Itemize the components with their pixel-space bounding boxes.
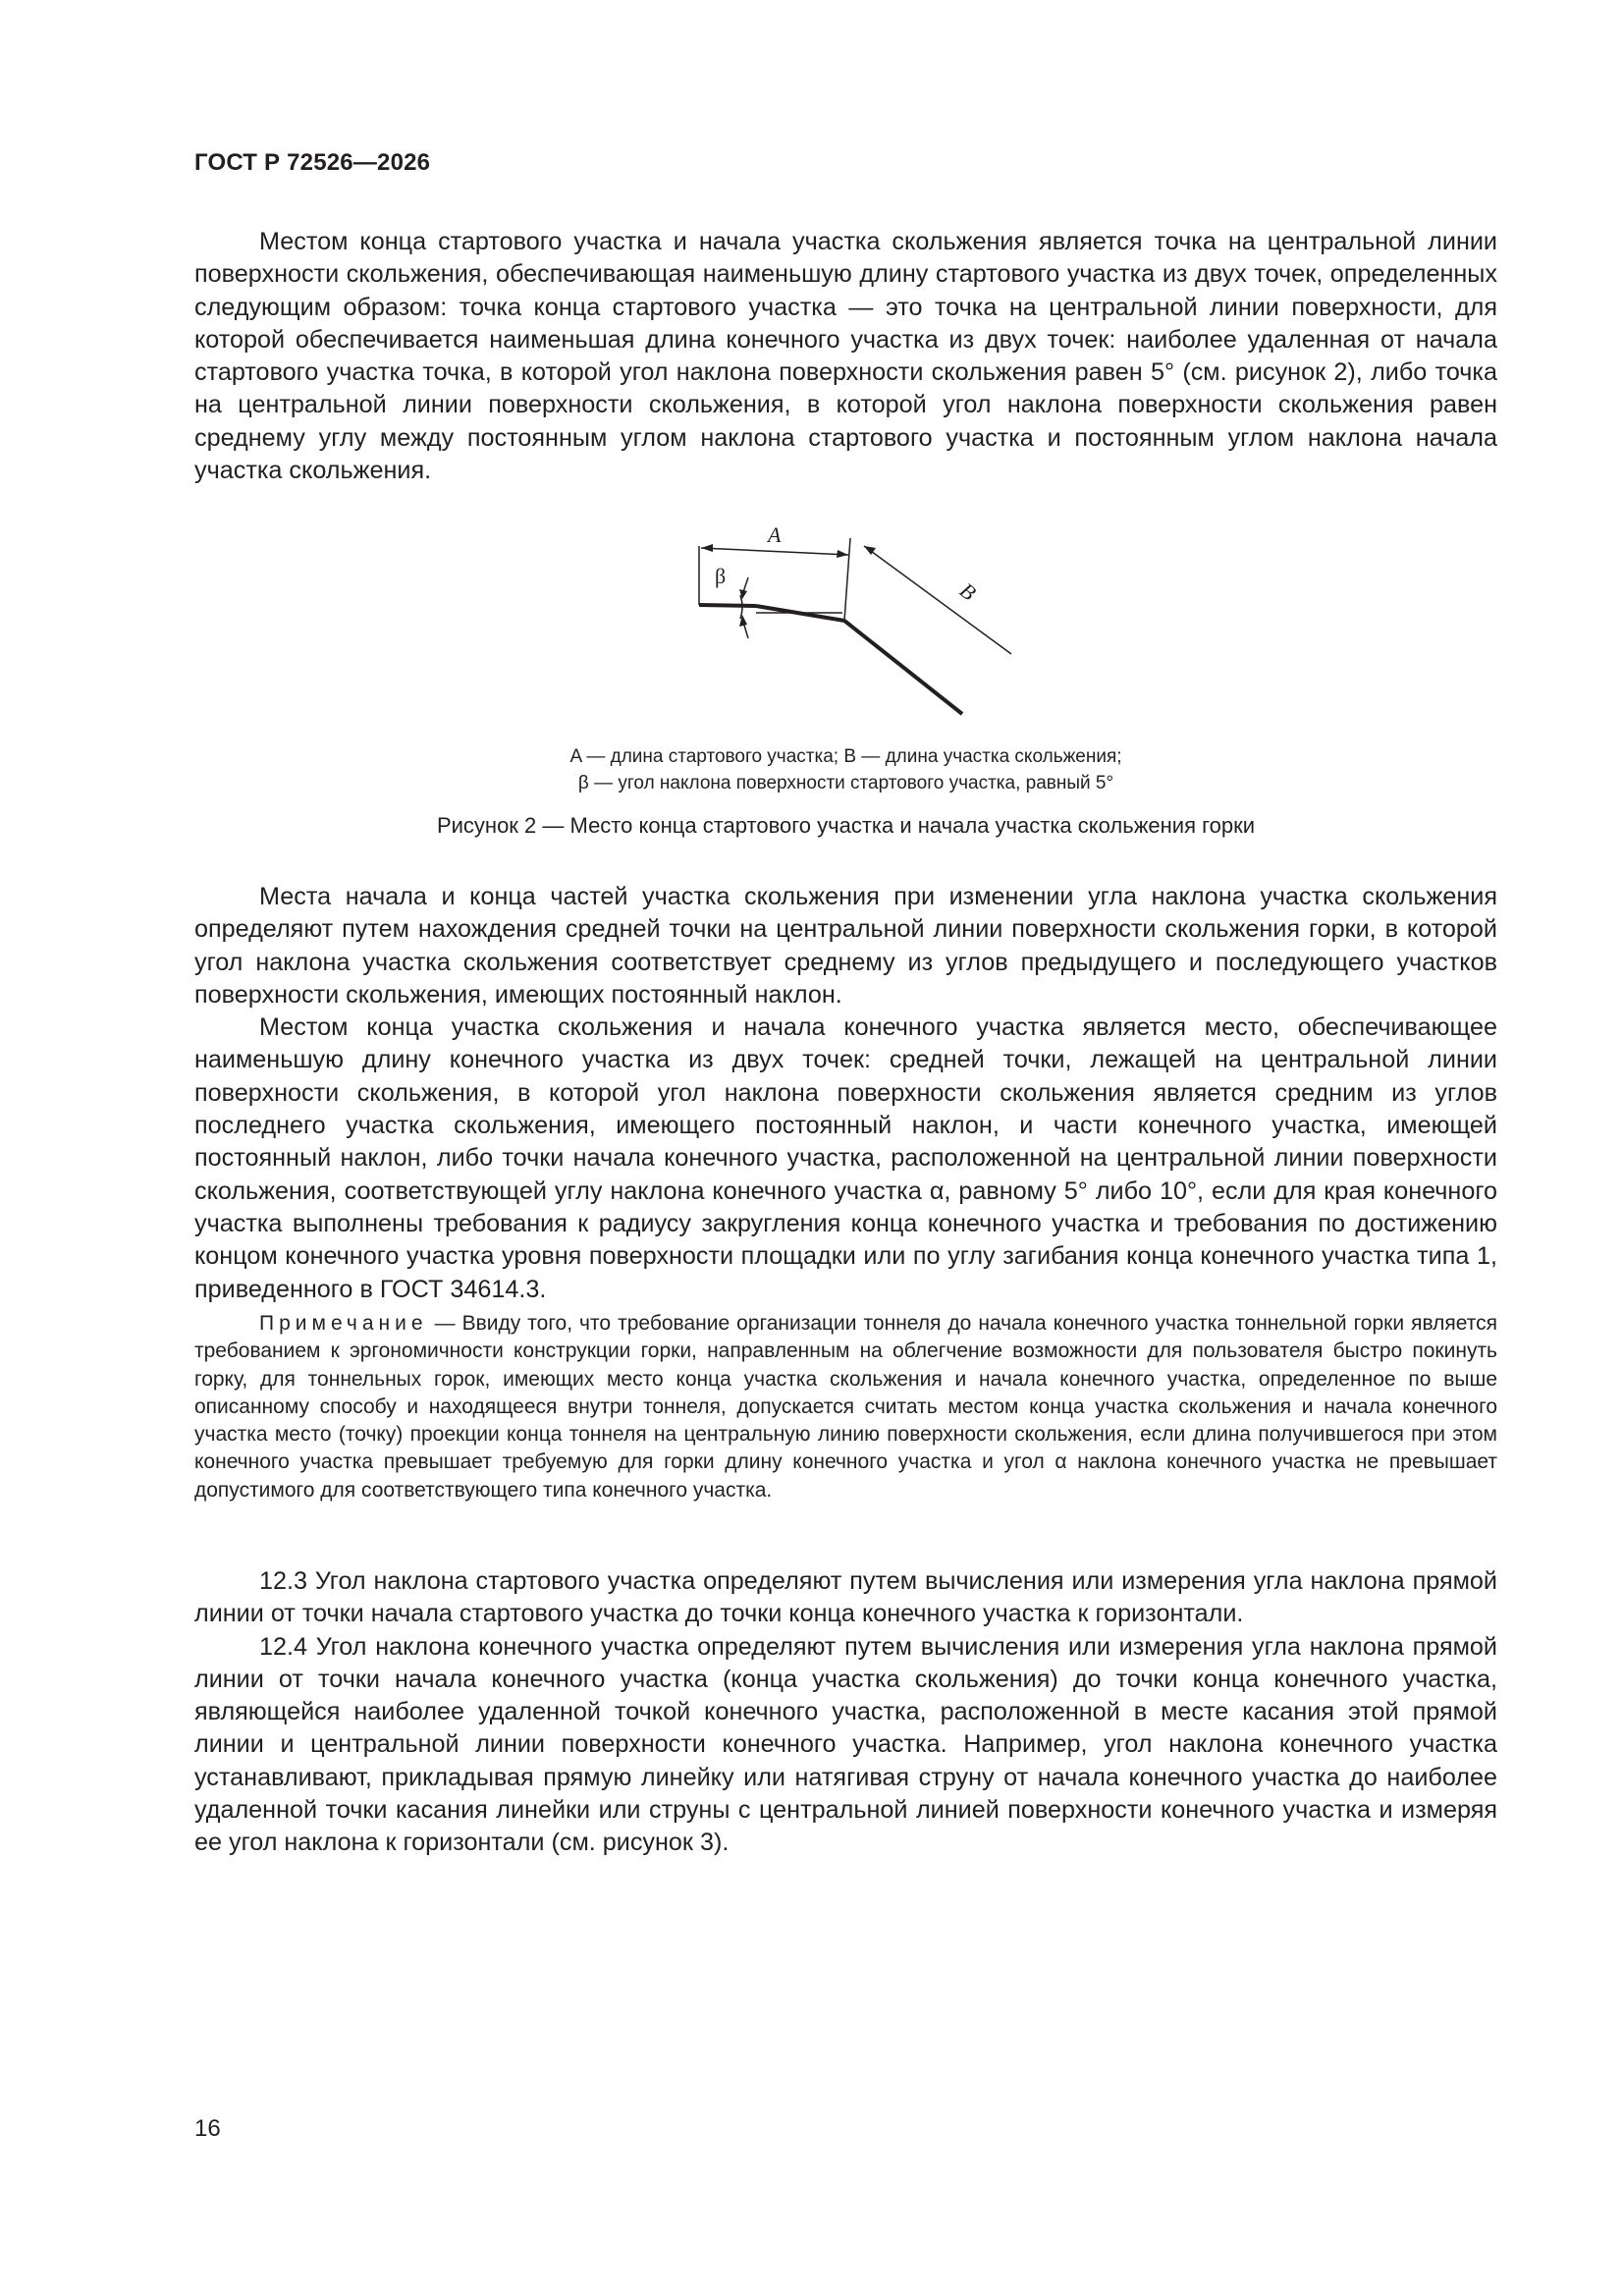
slide-surface-line — [844, 621, 962, 714]
label-a: A — [768, 522, 782, 547]
paragraph: 12.3 Угол наклона стартового участка определяют путем вычисления или измерения угла наклона прямой линии от точки начала стартового участка до точки конца конечного участка к горизонтали. — [194, 1567, 1497, 1628]
slide-diagram-svg — [677, 513, 1031, 719]
paragraph: Местом конца стартового участка и начала участка скольжения является точка на центральной линии поверхности скольжения, обеспечивающая наименьшую длину стартового участка из двух точек, определенных следующим образом: точка конца стартового участка — это точка на центральной линии поверхности, для которой обеспечивается наименьшая длина конечного участка из двух точек: наиболее удаленная от начала стартового участка точка, в которой угол наклона поверхности скольжения равен 5° (см. рисунок 2), либо точка на центральной линии поверхности скольжения, в которой угол наклона поверхности скольжения равен среднему углу между постоянным углом наклона стартового участка и постоянным углом наклона начала участка скольжения. — [194, 228, 1497, 485]
page-number: 16 — [194, 2115, 221, 2142]
paragraph: Места начала и конца частей участка скольжения при изменении угла наклона участка скольжения определяют путем нахождения средней точки на центральной линии поверхности скольжения горки, в которой угол наклона участка скольжения соответствует среднему из углов предыдущего и последующего участков поверхности скольжения, имеющих постоянный наклон. — [194, 883, 1497, 1009]
note-paragraph — [194, 1310, 1497, 1504]
figure-2-legend — [194, 743, 1497, 796]
note-text: — Ввиду того, что требование организации тоннеля до начала конечного участка тоннельной горки является требованием к эргономичности конструкции горки, направленным на облегчение возможности для пользователя быстро покинуть горку, для тоннельных горок, имеющих место конца участка скольжения и начала конечного участка, определенное по выше описанному способу и находящееся внутри тоннеля, допускается считать местом конца участка скольжения и начала конечного участка место (точку) проекции конца тоннеля на центральную линию поверхности скольжения, если длина получившегося при этом конечного участка превышает требуемую для горки длину конечного участка и угол α наклона конечного участка не превышает допустимого для соответствующего типа конечного участка. — [194, 1312, 1497, 1502]
section-2 — [194, 881, 1497, 1306]
note-label: Примечание — [259, 1312, 428, 1335]
legend-line: A — длина стартового участка; B — длина участка скольжения; — [569, 746, 1122, 767]
document-header: ГОСТ Р 72526—2026 — [194, 149, 431, 176]
paragraph: 12.4 Угол наклона конечного участка определяют путем вычисления или измерения угла наклона прямой линии от точки начала конечного участка (конца участка скольжения) до точки конца конечного участка, являющейся наиболее удаленной точкой конечного участка, расположенной в месте касания этой прямой линии и центральной линии поверхности конечного участка. Например, угол наклона конечного участка устанавливают, прикладывая прямую линейку или натягивая струну от начала конечного участка до наиболее удаленной точки касания линейки или струны с центральной линией поверхности конечного участка и измеряя ее угол наклона к горизонтали (см. рисунок 3). — [194, 1632, 1497, 1857]
dimension-b-line — [864, 546, 1011, 654]
arrow-head — [837, 550, 848, 558]
paragraph: Местом конца участка скольжения и начала конечного участка является место, обеспечивающее наименьшую длину конечного участка из двух точек: средней точки, лежащей на центральной линии поверхности скольжения, в которой угол наклона поверхности скольжения является средним из углов последнего участка скольжения, имеющего постоянный наклон, и части конечного участка, имеющей постоянный наклон, либо точки начала конечного участка, расположенной на центральной линии поверхности скольжения, соответствующей углу наклона конечного участка α, равному 5° либо 10°, если для края конечного участка выполнены требования к радиусу закругления конца конечного участка и требования по достижению концом конечного участка уровня поверхности площадки или по углу загибания конца конечного участка типа 1, приведенного в ГОСТ 34614.3. — [194, 1013, 1497, 1303]
dimension-a-line — [701, 548, 848, 555]
arrow-head — [701, 544, 713, 552]
legend-line: β — угол наклона поверхности стартового участка, равный 5° — [577, 773, 1114, 793]
note-block — [194, 1310, 1497, 1504]
section-3 — [194, 1565, 1497, 1860]
figure-2-caption: Рисунок 2 — Место конца стартового участка и начала участка скольжения горки — [436, 813, 1256, 838]
label-b: B — [954, 577, 981, 606]
figure-2-diagram — [677, 513, 1031, 719]
label-beta: β — [715, 564, 727, 588]
start-surface-line — [699, 605, 756, 606]
dimension-extension-right — [844, 538, 850, 621]
section-1 — [194, 226, 1497, 487]
